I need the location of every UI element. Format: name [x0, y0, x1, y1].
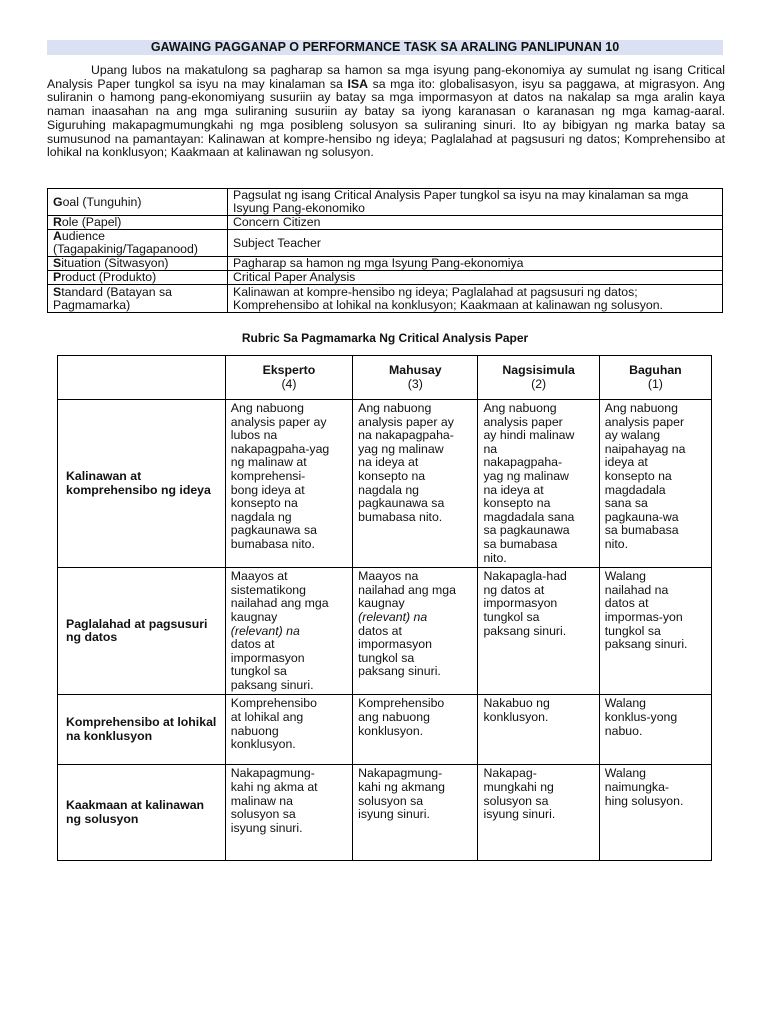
grasps-value: Subject Teacher [228, 230, 723, 257]
rubric-criterion: Kaakmaan at kalinawan ng solusyon [58, 765, 226, 861]
rubric-cell: Ang nabuong analysis paper ay na nakapagpaha- yag ng malinaw na ideya at konsepto na nagdala ng pagkaunawa sa bumabasa nito. [353, 400, 478, 568]
intro-text-end: sa mga ito: globalisasyon, isyu sa paggawa, at migrasyon. Ang suliranin o hamong pang-ekonomiyang susuriin ay batay sa mga impormasyon at datos na nakalap sa mga aralin kaya naman inaasahan na ang mga suliraning susuriin ay batay sa iyong karanasan o karanasan ng mga kamag-aaral. Siguruhing makapagmumungkahi ng mga posibleng solusyon sa suliraning sinuri. Ito ay bibigyan ng marka batay sa sumusunod na pamantayan: Kalinawan at kompre-hensibo ng ideya; Paglalahad at pagsusuri ng datos; Komprehensibo at lohikal na konklusyon; Kaakmaan at kalinawan ng solusyon. [47, 76, 725, 160]
rubric-level-name: Mahusay [388, 362, 442, 377]
rubric-cell: Nakapagla-had ng datos at impormasyon tungkol sa paksang sinuri. [478, 568, 599, 695]
grasps-row [48, 216, 723, 230]
grasps-label [48, 271, 228, 285]
rubric-cell: Ang nabuong analysis paper ay walang naipahayag na ideya at konsepto na magdadala sana sa pagkauna-wa sa bumabasa nito. [599, 400, 711, 568]
grasps-value: Kalinawan at kompre-hensibo ng ideya; Paglalahad at pagsusuri ng datos; Komprehensibo at lohikal na konklusyon; Kaakmaan at kalinawan ng solusyon. [228, 285, 723, 313]
relevant-emphasis: (relevant) na [230, 623, 300, 638]
intro-paragraph [47, 64, 725, 160]
rubric-criterion: Kalinawan at komprehensibo ng ideya [58, 400, 226, 568]
grasps-initial: G [53, 194, 63, 209]
grasps-value: Concern Citizen [228, 216, 723, 230]
rubric-corner-cell [58, 356, 226, 400]
rubric-level-name: Eksperto [262, 362, 316, 377]
grasps-label-rest: roduct (Produkto) [61, 270, 157, 284]
rubric-cell: Komprehensibo at lohikal ang nabuong konklusyon. [225, 695, 352, 765]
grasps-initial: A [53, 229, 62, 243]
rubric-level-score: (1) [647, 376, 663, 391]
rubric-title: Rubric Sa Pagmamarka Ng Critical Analysis Paper [241, 331, 529, 345]
rubric-level-header [225, 356, 352, 400]
grasps-label [48, 230, 228, 257]
rubric-level-header [353, 356, 478, 400]
rubric-criterion: Paglalahad at pagsusuri ng datos [58, 568, 226, 695]
rubric-cell: Nakabuo ng konklusyon. [478, 695, 599, 765]
grasps-label-rest: udience (Tagapakinig/Tagapanood) [53, 229, 198, 256]
grasps-value: Critical Paper Analysis [228, 271, 723, 285]
rubric-cell: Ang nabuong analysis paper ay lubos na nakapagpaha-yag ng malinaw at komprehensi- bong ideya at konsepto na nagdala ng pagkaunawa sa bumabasa nito. [225, 400, 352, 568]
rubric-level-header [599, 356, 711, 400]
rubric-level-header [478, 356, 599, 400]
rubric-level-name: Nagsisimula [502, 362, 575, 377]
rubric-cell: Walang nailahad na datos at impormas-yon tungkol sa paksang sinuri. [599, 568, 711, 695]
rubric-level-score: (3) [407, 376, 423, 391]
grasps-label [48, 189, 228, 216]
grasps-initial: S [53, 256, 62, 270]
grasps-row [48, 271, 723, 285]
grasps-value: Pagharap sa hamon ng mga Isyung Pang-ekonomiya [228, 257, 723, 271]
rubric-cell: Walang konklus-yong nabuo. [599, 695, 711, 765]
grasps-table [47, 188, 723, 313]
grasps-label-rest: oal (Tunguhin) [62, 194, 142, 209]
rubric-row [58, 765, 712, 861]
rubric-row [58, 695, 712, 765]
grasps-label [48, 285, 228, 313]
grasps-label-rest: ituation (Sitwasyon) [61, 256, 169, 270]
rubric-cell: Maayos na nailahad ang mga kaugnay (relevant) na datos at impormasyon tungkol sa paksang sinuri. [353, 568, 478, 695]
rubric-cell: Nakapagmung- kahi ng akmang solusyon sa isyung sinuri. [353, 765, 478, 861]
rubric-cell: Ang nabuong analysis paper ay hindi malinaw na nakapagpaha- yag ng malinaw na ideya at konsepto na magdadala sana sa pagkaunawa sa bumabasa nito. [478, 400, 599, 568]
intro-text-start: Upang lubos na makatulong sa pagharap sa hamon sa mga isyung pang-ekonomiya ay sumulat ng isang Critical Analysis Paper tungkol sa isyu na may kinalaman sa [47, 63, 725, 91]
rubric-cell: Nakapag- mungkahi ng solusyon sa isyung sinuri. [478, 765, 599, 861]
rubric-cell: Komprehensibo ang nabuong konklusyon. [353, 695, 478, 765]
grasps-row [48, 189, 723, 216]
rubric-cell: Walang naimungka- hing solusyon. [599, 765, 711, 861]
grasps-label [48, 257, 228, 271]
rubric-level-score: (4) [281, 376, 297, 391]
rubric-criterion: Komprehensibo at lohikal na konklusyon [58, 695, 226, 765]
grasps-initial: S [53, 284, 62, 299]
relevant-emphasis: (relevant) na [358, 609, 428, 624]
grasps-label [48, 216, 228, 230]
grasps-row [48, 230, 723, 257]
grasps-label-rest: tandard (Batayan sa Pagmamarka) [53, 284, 172, 312]
rubric-level-name: Baguhan [629, 362, 682, 377]
page-title: GAWAING PAGGANAP O PERFORMANCE TASK SA ARALING PANLIPUNAN 10 [47, 40, 723, 55]
grasps-label-rest: ole (Papel) [61, 215, 122, 229]
rubric-table [57, 355, 712, 861]
intro-isa-emphasis: ISA [347, 76, 368, 91]
rubric-level-score: (2) [531, 376, 547, 391]
rubric-row [58, 568, 712, 695]
grasps-row [48, 285, 723, 313]
grasps-row [48, 257, 723, 271]
grasps-initial: P [53, 270, 62, 284]
rubric-cell: Maayos at sistematikong nailahad ang mga kaugnay (relevant) na datos at impormasyon tungkol sa paksang sinuri. [225, 568, 352, 695]
rubric-row [58, 400, 712, 568]
grasps-value: Pagsulat ng isang Critical Analysis Paper tungkol sa isyu na may kinalaman sa mga Isyung Pang-ekonomiko [228, 189, 723, 216]
grasps-initial: R [53, 215, 62, 229]
rubric-cell: Nakapagmung- kahi ng akma at malinaw na solusyon sa isyung sinuri. [225, 765, 352, 861]
